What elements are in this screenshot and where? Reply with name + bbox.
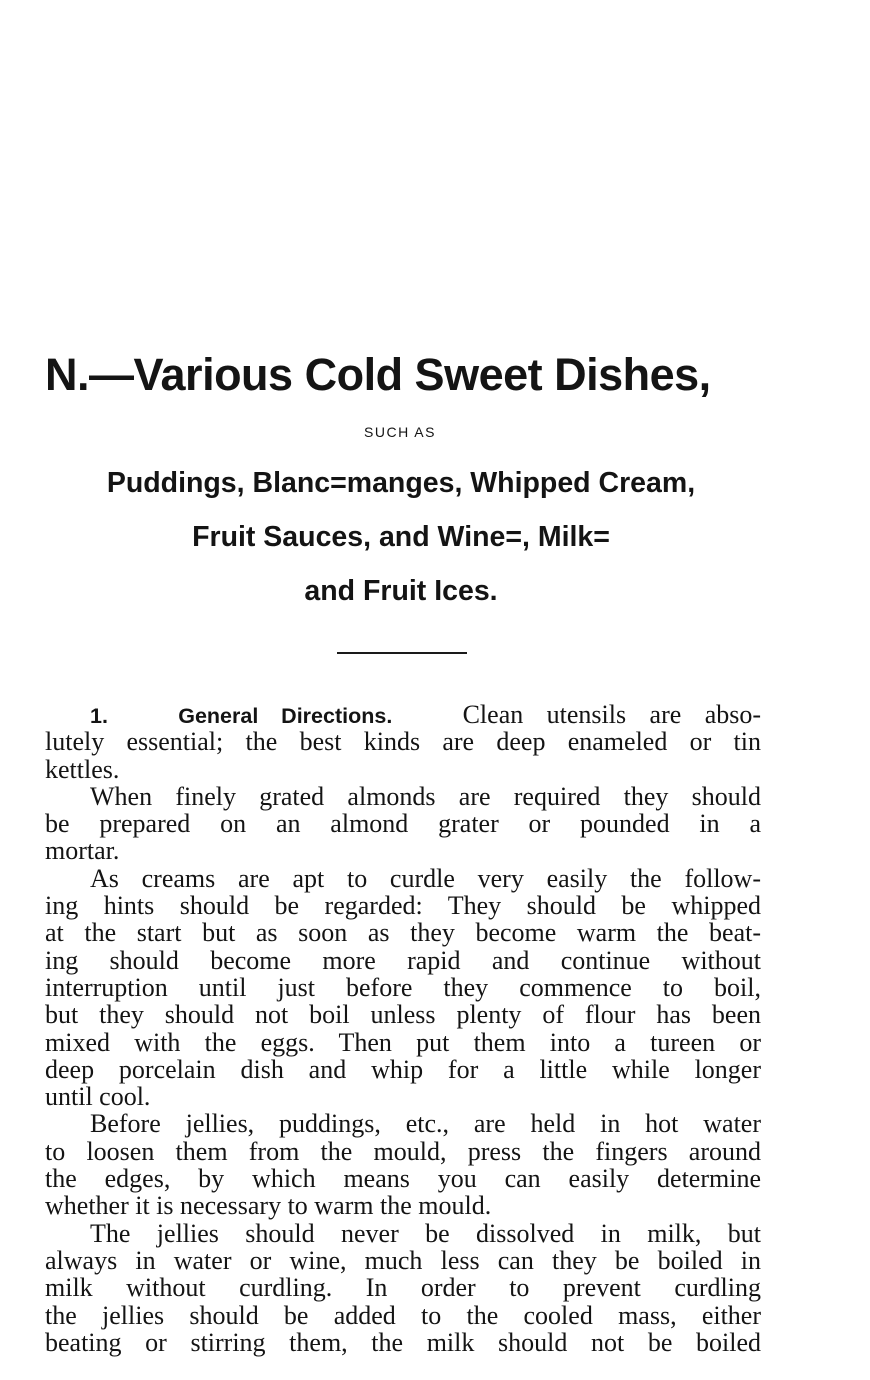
- body-text-run: Clean utensils are abso-: [462, 700, 762, 729]
- body-line: When finely grated almonds are required they should: [90, 781, 761, 811]
- section-title: General Directions.: [178, 704, 393, 728]
- body-line: until cool.: [45, 1082, 151, 1112]
- body-line: kettles.: [45, 754, 120, 784]
- body-line: ing should become more rapid and continue without: [45, 945, 761, 975]
- chapter-title: N.—Various Cold Sweet Dishes,: [45, 349, 711, 400]
- body-line: whether it is necessary to warm the mould.: [45, 1191, 492, 1221]
- body-line: deep porcelain dish and whip for a little while longer: [45, 1054, 761, 1084]
- subtitle-line: Puddings, Blanc=manges, Whipped Cream,: [106, 467, 696, 499]
- divider-rule: [337, 652, 467, 654]
- body-line: to loosen them from the mould, press the fingers around: [45, 1136, 761, 1166]
- body-line: As creams are apt to curdle very easily the follow-: [90, 863, 761, 893]
- body-line: but they should not boil unless plenty of flour has been: [45, 1000, 761, 1030]
- body-line: lutely essential; the best kinds are deep enameled or tin: [45, 727, 761, 757]
- body-line: mortar.: [45, 836, 120, 866]
- section-number: 1.: [90, 704, 108, 728]
- body-line: The jellies should never be dissolved in milk, but: [90, 1218, 761, 1248]
- body-line: milk without curdling. In order to prevent curdling: [45, 1273, 761, 1303]
- body-line: be prepared on an almond grater or pounded in a: [45, 809, 761, 839]
- body-line: always in water or wine, much less can they be boiled in: [45, 1245, 761, 1275]
- body-line: the edges, by which means you can easily determine: [45, 1164, 761, 1194]
- body-line: mixed with the eggs. Then put them into a tureen or: [45, 1027, 761, 1057]
- subtitle-line: and Fruit Ices.: [304, 575, 498, 607]
- body-line: Before jellies, puddings, etc., are held in hot water: [90, 1109, 761, 1139]
- section-general-directions: [45, 701, 761, 1356]
- chapter-subtitle: [30, 456, 772, 618]
- body-line: ing hints should be regarded: They should be whipped: [45, 891, 761, 921]
- body-line: at the start but as soon as they become warm the beat-: [45, 918, 761, 948]
- body-line: the jellies should be added to the cooled mass, either: [45, 1300, 761, 1330]
- body-line: interruption until just before they commence to boil,: [45, 972, 761, 1002]
- subtitle-line: Fruit Sauces, and Wine=, Milk=: [192, 521, 610, 553]
- such-as-caption: SUCH AS: [364, 424, 436, 440]
- body-line: [45, 701, 761, 728]
- body-line: beating or stirring them, the milk should not be boiled: [45, 1327, 761, 1357]
